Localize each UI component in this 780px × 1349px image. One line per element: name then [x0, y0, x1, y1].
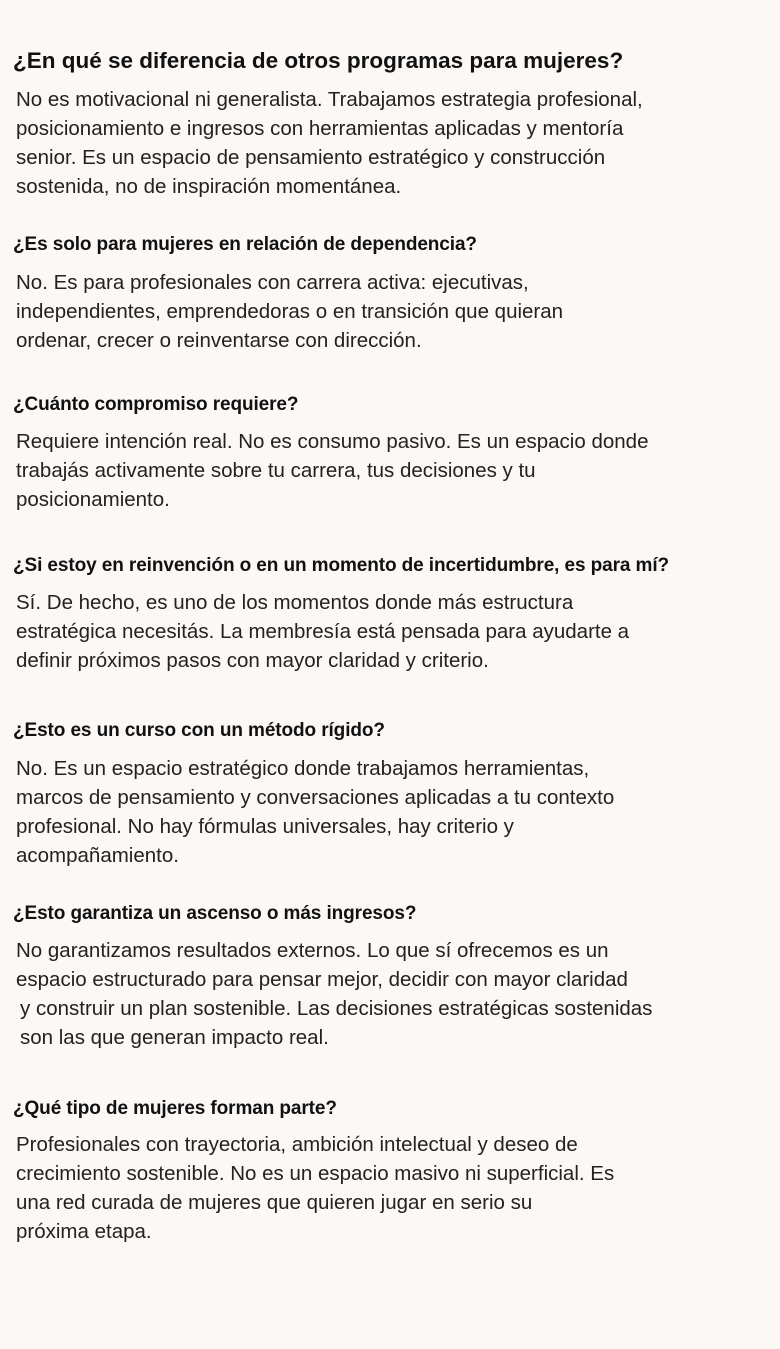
- faq-answer-line: marcos de pensamiento y conversaciones aplicadas a tu contexto: [16, 786, 615, 809]
- faq-answer-line: senior. Es un espacio de pensamiento estratégico y construcción: [16, 146, 606, 169]
- faq-answer-line: No. Es un espacio estratégico donde trabajamos herramientas,: [16, 757, 590, 780]
- faq-answer-line: No. Es para profesionales con carrera activa: ejecutivas,: [16, 271, 529, 294]
- faq-item-metodo: [0, 719, 780, 870]
- faq-question: ¿En qué se diferencia de otros programas para mujeres?: [13, 48, 624, 73]
- faq-question: ¿Es solo para mujeres en relación de dependencia?: [13, 234, 477, 255]
- faq-answer-line: independientes, emprendedoras o en transición que quieran: [16, 300, 564, 323]
- faq-item-diferencia: [0, 47, 780, 201]
- faq-answer-line: posicionamiento e ingresos con herramientas aplicadas y mentoría: [16, 117, 624, 140]
- faq-answer-line: ordenar, crecer o reinventarse con dirección.: [16, 329, 422, 352]
- faq-answer-line: espacio estructurado para pensar mejor, decidir con mayor claridad: [16, 968, 628, 991]
- faq-answer: [0, 427, 780, 514]
- faq-answer-line: posicionamiento.: [16, 488, 170, 511]
- faq-answer-line: y construir un plan sostenible. Las decisiones estratégicas sostenidas: [20, 997, 653, 1020]
- faq-question: ¿Esto es un curso con un método rígido?: [13, 720, 385, 741]
- faq-item-garantia: [0, 902, 780, 1052]
- faq-answer-line: sostenida, no de inspiración momentánea.: [16, 175, 402, 198]
- faq-answer-line: No garantizamos resultados externos. Lo que sí ofrecemos es un: [16, 939, 609, 962]
- faq-answer-line: crecimiento sostenible. No es un espacio masivo ni superficial. Es: [16, 1162, 615, 1185]
- faq-answer: [0, 85, 780, 201]
- faq-answer-line: No es motivacional ni generalista. Trabajamos estrategia profesional,: [16, 88, 643, 111]
- faq-answer-line: una red curada de mujeres que quieren jugar en serio su: [16, 1191, 533, 1214]
- faq-answer: [0, 936, 780, 1052]
- faq-answer: [0, 754, 780, 870]
- faq-question: ¿Qué tipo de mujeres forman parte?: [13, 1098, 337, 1119]
- faq-answer-line: profesional. No hay fórmulas universales, hay criterio y: [16, 815, 514, 838]
- faq-answer-line: son las que generan impacto real.: [20, 1026, 329, 1049]
- faq-answer-line: estratégica necesitás. La membresía está pensada para ayudarte a: [16, 620, 630, 643]
- faq-answer: [0, 268, 780, 355]
- faq-answer-line: Profesionales con trayectoria, ambición intelectual y deseo de: [16, 1133, 578, 1156]
- faq-item-compromiso: [0, 393, 780, 514]
- faq-item-tipo-mujeres: [0, 1097, 780, 1246]
- faq-answer-line: próxima etapa.: [16, 1220, 152, 1243]
- faq-answer-line: definir próximos pasos con mayor claridad y criterio.: [16, 649, 489, 672]
- faq-question: ¿Si estoy en reinvención o en un momento de incertidumbre, es para mí?: [13, 555, 670, 576]
- faq-answer-line: acompañamiento.: [16, 844, 179, 867]
- faq-item-reinvencion: [0, 554, 780, 675]
- faq-answer: [0, 588, 780, 675]
- faq-answer-line: Sí. De hecho, es uno de los momentos donde más estructura: [16, 591, 574, 614]
- faq-answer: [0, 1130, 780, 1246]
- faq-question: ¿Esto garantiza un ascenso o más ingresos?: [13, 903, 417, 924]
- faq-answer-line: Requiere intención real. No es consumo pasivo. Es un espacio donde: [16, 430, 649, 453]
- faq-answer-line: trabajás activamente sobre tu carrera, tus decisiones y tu: [16, 459, 536, 482]
- faq-item-dependencia: [0, 233, 780, 355]
- faq-question: ¿Cuánto compromiso requiere?: [13, 394, 299, 415]
